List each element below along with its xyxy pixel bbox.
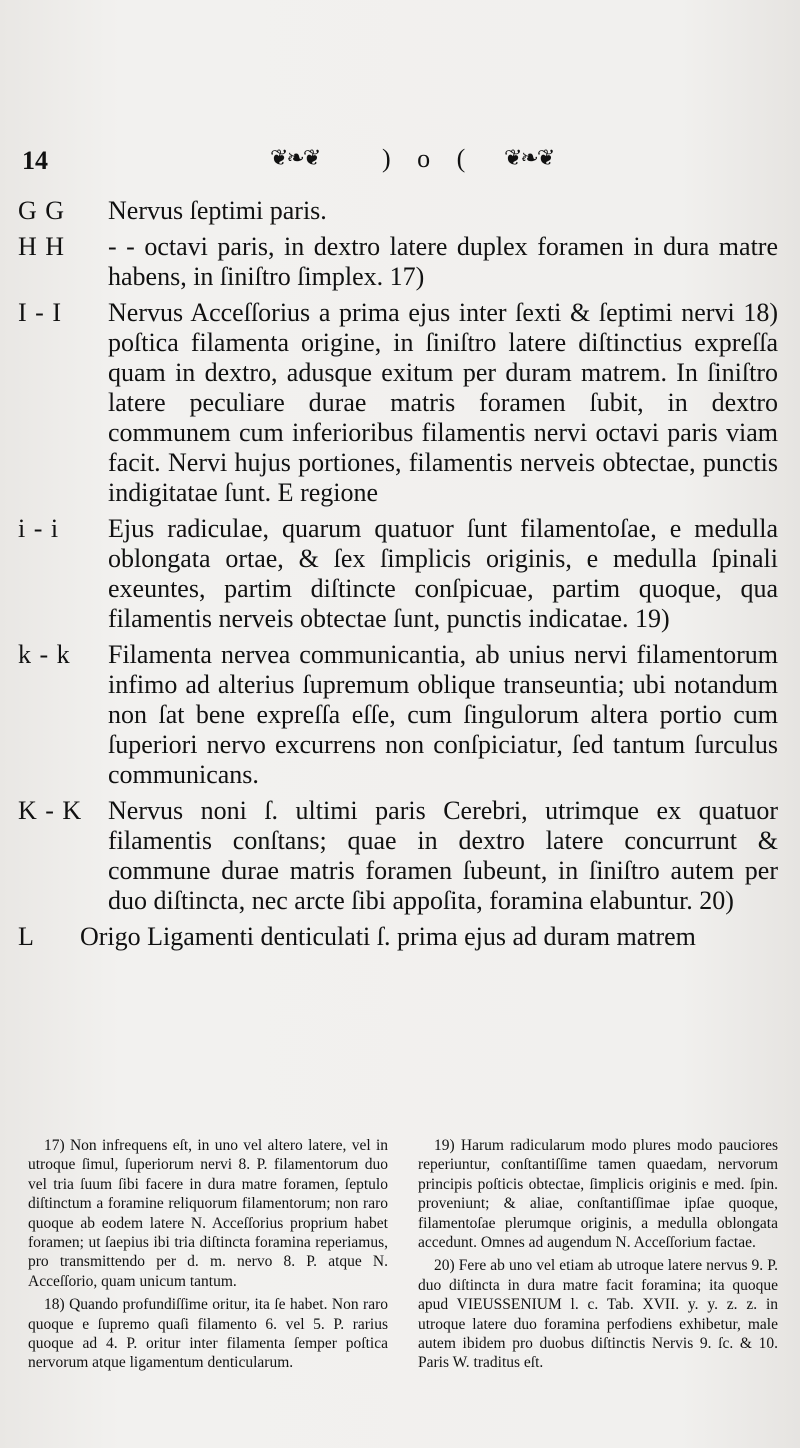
footnote-17: 17) Non infrequens eſt, in uno vel altero latere, vel in utroque ſimul, ſuperiorum nervi 8. P. filamentorum duo vel tria ſuum ſibi facere in dura matre foramen, ſeptulo diſtinctum a foramine reliquorum filamentorum; non raro quoque ab eodem latere N. Acceſſorius proprium habet foramen; ut ſaepius ibi tria diſtincta foramina reperiamus, pro transmittendo per d. m. nervo 8. P. atque N. Acceſſorio, quam unicum tantum.	[28, 1137, 388, 1290]
entry-K-K	[18, 796, 778, 916]
entry-text: Origo Ligamenti denticulati ſ. prima ejus ad duram matrem	[80, 922, 696, 951]
legend-entries	[18, 196, 778, 958]
header-center-mark: ) o (	[382, 144, 476, 173]
entry-text: Nervus noni ſ. ultimi paris Cerebri, utrimque ex quatuor filamentis conſtans; quae in dextro latere concurrunt & commune durae matris foramen ſubeunt, in ſiniſtro autem per duo diſtincta, nec arcte ſibi appoſita, foramina elabuntur. 20)	[108, 796, 778, 915]
entry-text: Nervus ſeptimi paris.	[108, 196, 327, 225]
entry-text: Ejus radiculae, quarum quatuor ſunt filamentoſae, e medulla oblongata ortae, & ſex ſimplicis originis, e medulla ſpinali exeuntes, partim diſtincte conſpicuae, partim quoque, qua filamentis nerveis obtectae ſunt, punctis indicatae. 19)	[108, 514, 778, 633]
entry-i-i	[18, 514, 778, 634]
entry-key: K - K	[18, 796, 83, 825]
ornament-left-icon: ❦❧❦	[270, 146, 320, 171]
entry-k-k	[18, 640, 778, 790]
entry-key: I - I	[18, 298, 62, 327]
page-header	[22, 138, 782, 178]
footnotes-left-column	[28, 1136, 388, 1377]
entry-I-I	[18, 298, 778, 508]
entry-text: Filamenta nervea communicantia, ab unius nervi filamentorum infimo ad alterius ſupremum oblique transeuntia; ubi notandum non ſat bene expreſſa eſſe, cum ſingulorum altera portio cum ſuperiori nervo excurrens non conſpiciatur, ſed tantum ſurculus communicans.	[108, 640, 778, 789]
entry-text: Nervus Acceſſorius a prima ejus inter ſexti & ſeptimi nervi 18) poſtica filamenta origine, in ſiniſtro latere diſtinctius expreſſa quam in dextro, adusque exitum per duram matrem. In ſiniſtro latere peculiare durae matris foramen ſubit, in dextro communem cum inferioribus filamentis nervi octavi paris viam facit. Nervi hujus portiones, filamentis nerveis obtectae, punctis indigitatae ſunt. E regione	[108, 298, 778, 507]
entry-key: G G	[18, 196, 66, 225]
entry-key: i - i	[18, 514, 60, 543]
entry-key: H H	[18, 232, 66, 261]
page-number: 14	[22, 146, 48, 175]
footnote-20: 20) Fere ab uno vel etiam ab utroque latere nervus 9. P. duo diſtincta in dura matre facit foramina; ita quoque apud VIEUSSENIUM l. c. Tab. XVII. y. y. z. z. in utroque latere duo foramina perfodiens exhibetur, male autem ibidem pro duobus diſtinctis Nervis 9. ſc. & 10. Paris W. traditus eſt.	[418, 1257, 778, 1372]
entry-HH	[18, 232, 778, 292]
entry-L	[18, 922, 778, 952]
entry-GG	[18, 196, 778, 226]
entry-text: - - octavi paris, in dextro latere duplex foramen in dura matre habens, in ſiniſtro ſimplex. 17)	[108, 232, 778, 291]
entry-key: k - k	[18, 640, 71, 669]
ornament-right-icon: ❦❧❦	[504, 146, 554, 171]
footnote-19: 19) Harum radicularum modo plures modo pauciores reperiuntur, conſtantiſſime tamen quaedam, nervorum principis poſticis obtectae, ſimplicis originis e med. ſpin. proveniunt; & aliae, conſtantiſſimae ipſae quoque, filamentoſae plerumque originis, a medulla oblongata accedunt. Omnes ad augendum N. Acceſſorium factae.	[418, 1137, 778, 1252]
footnote-18: 18) Quando profundiſſime oritur, ita ſe habet. Non raro quoque e ſupremo quaſi filamento 6. vel 5. P. rarius quoque ad 4. P. oritur inter filamenta ſemper poſtica nervorum atque ligamentum denticularum.	[28, 1296, 388, 1372]
footnotes-right-column	[418, 1136, 778, 1377]
entry-key: L	[18, 922, 35, 951]
